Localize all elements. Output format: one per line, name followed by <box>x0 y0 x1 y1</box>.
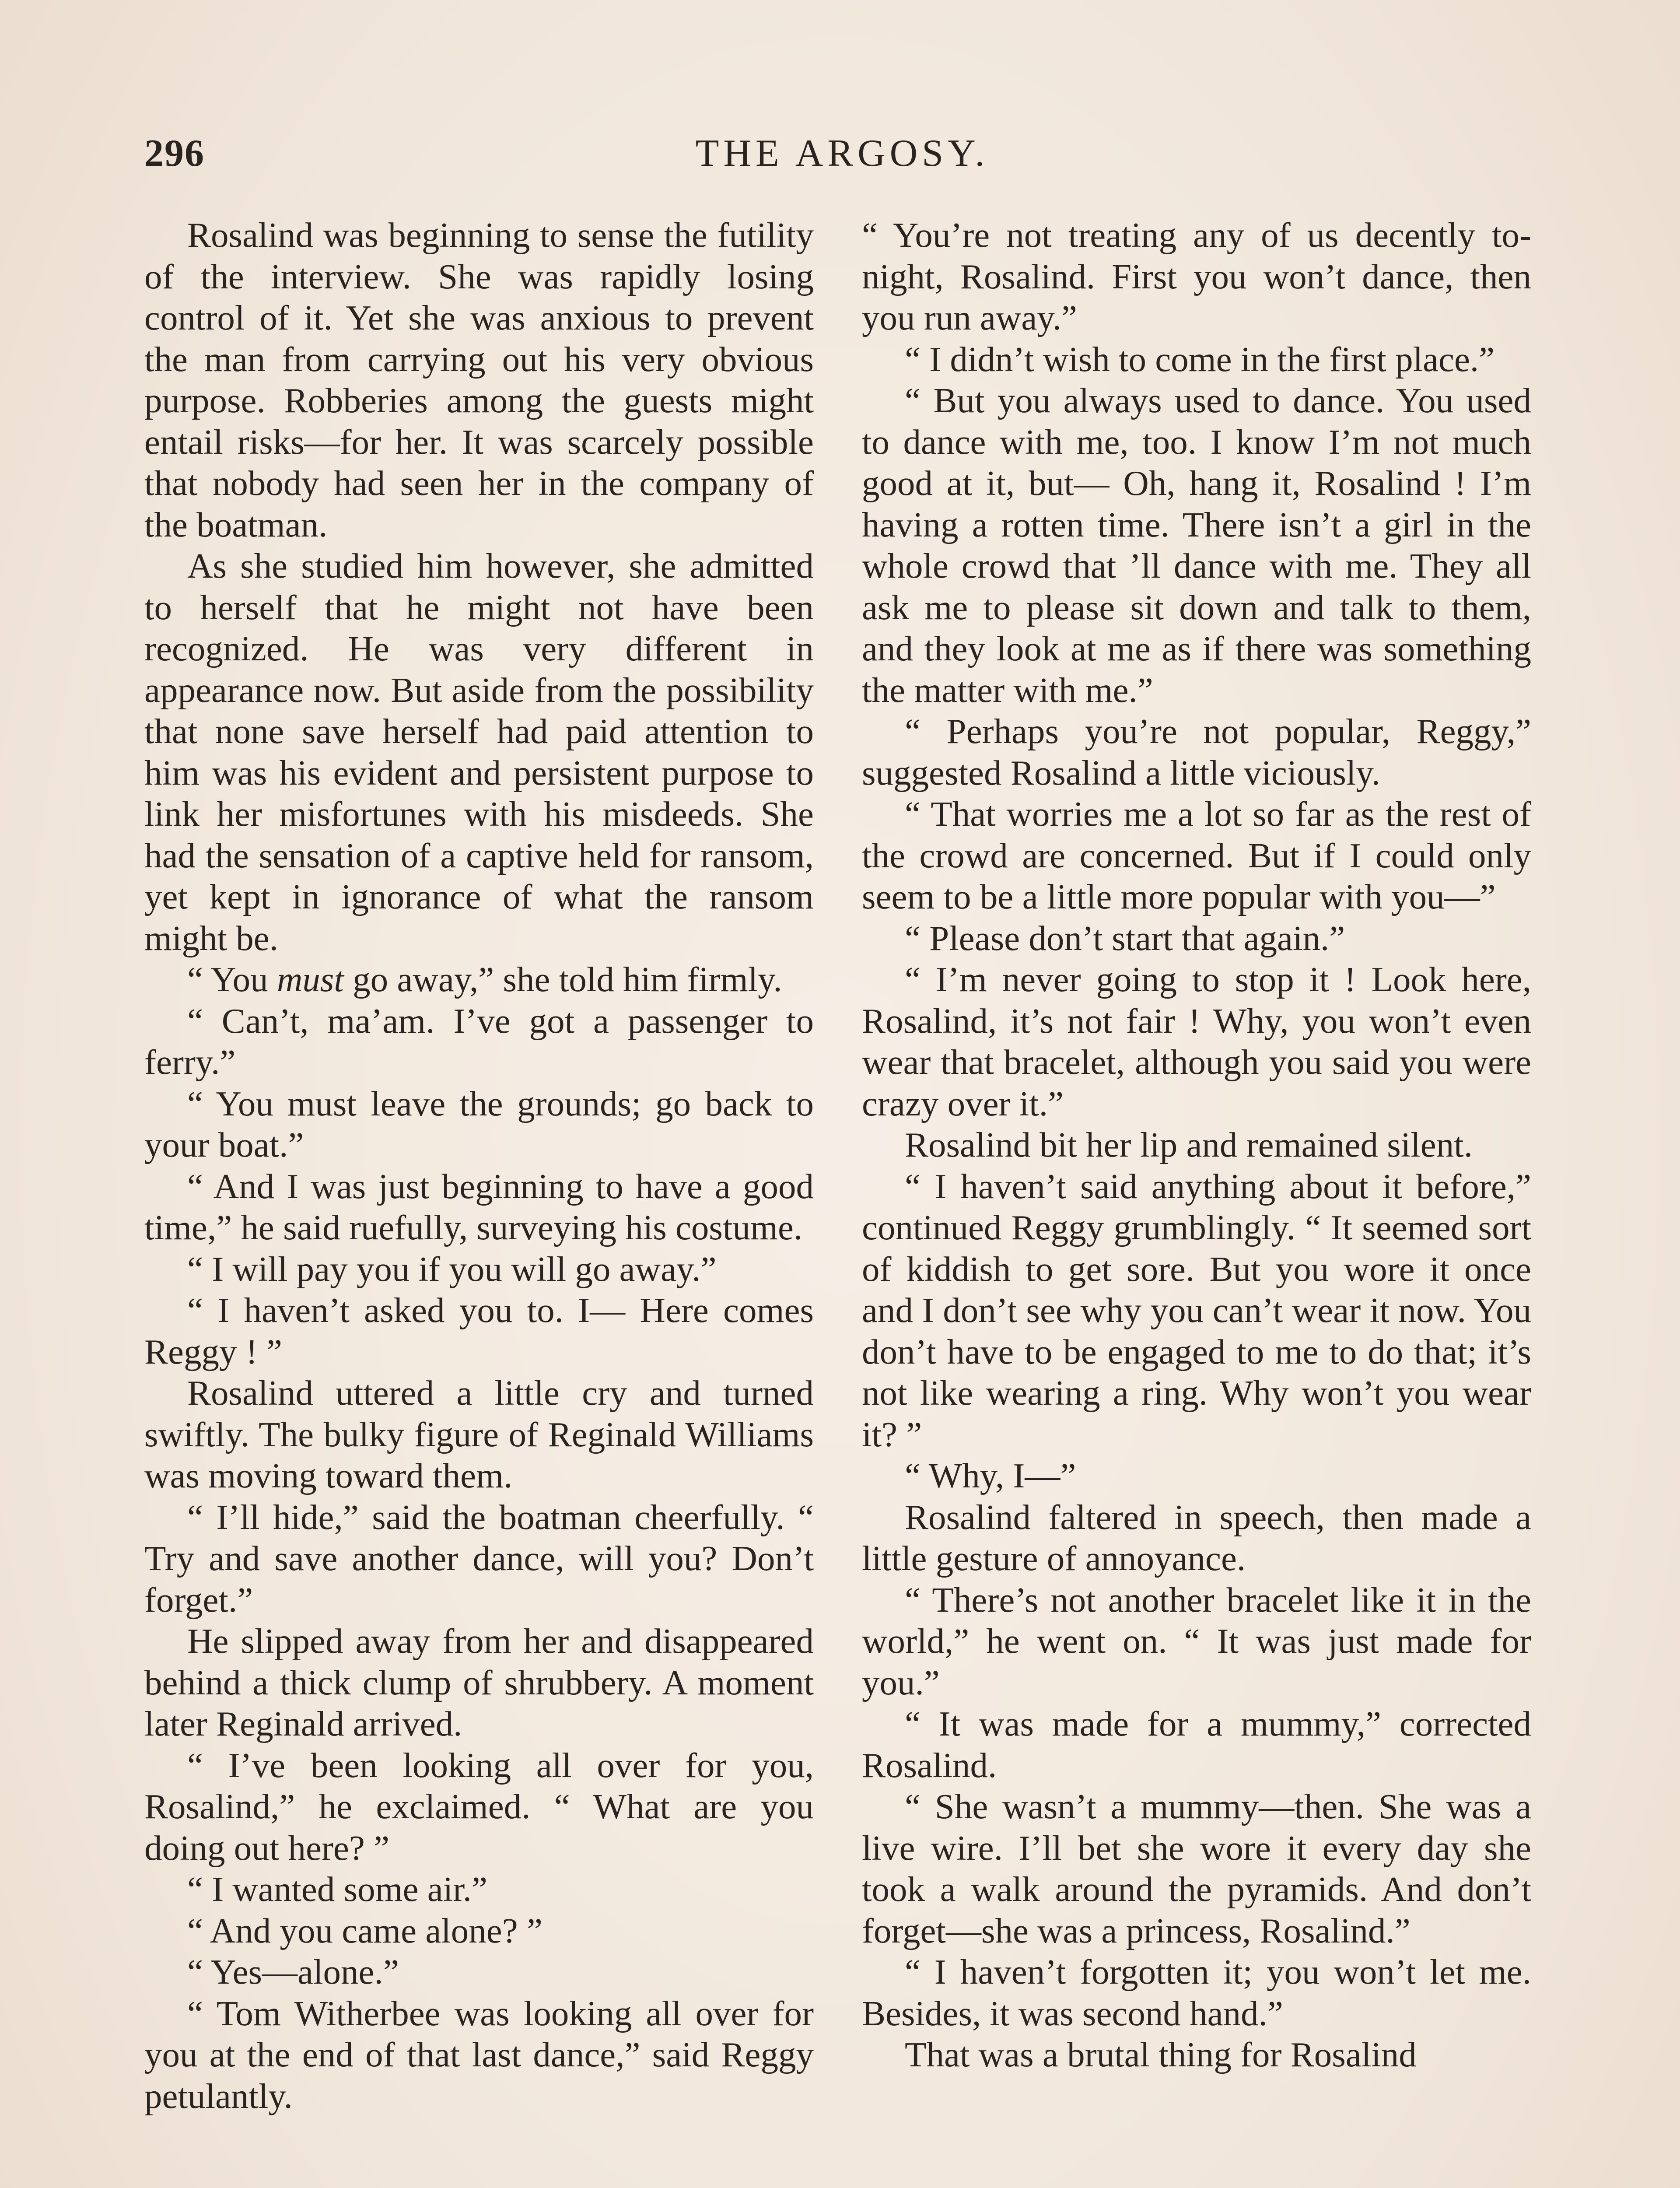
text-run: go away,” she told him firmly. <box>343 960 782 999</box>
paragraph: “ I didn’t wish to come in the first place.” <box>905 339 1495 379</box>
paragraph: “ I’m never going to stop it ! Look here, Rosalind, it’s not fair ! Why, you won’t even wear that bracelet, although you said you were crazy over it.” <box>862 960 1531 1123</box>
emphasis: must <box>276 960 344 999</box>
left-column <box>144 214 814 2117</box>
paragraph: “ She wasn’t a mummy—then. She was a live wire. I’ll bet she wore it every day she took a walk around the pyramids. And don’t forget—she was a princess, Rosalind.” <box>862 1787 1531 1950</box>
page-number: 296 <box>144 132 205 175</box>
paragraph: “ But you always used to dance. You used to dance with me, too. I know I’m not much good at it, but— Oh, hang it, Rosalind ! I’m having a rotten time. There isn’t a girl in the whole crowd that ’ll dance with me. They all ask me to please sit down and talk to them, and they look at me as if there was something the matter with me.” <box>862 381 1531 710</box>
paragraph: “ Tom Witherbee was looking all over for you at the end of that last dance,” said Reggy petulantly. <box>144 1993 814 2116</box>
page-header <box>144 131 1540 188</box>
paragraph: Rosalind was beginning to sense the futility of the interview. She was rapidly losing control of it. Yet she was anxious to prevent the man from carrying out his very obvious purpose. Robberies among the guests might entail risks—for her. It was scarcely possible that nobody had seen her in the company of the boatman. <box>144 215 814 544</box>
paragraph: “ I haven’t asked you to. I— Here comes Reggy ! ” <box>144 1290 814 1371</box>
paragraph: He slipped away from her and disappeared behind a thick clump of shrubbery. A moment later Reginald arrived. <box>144 1621 814 1743</box>
paragraph: “ Yes—alone.” <box>187 1952 399 1992</box>
paragraph: Rosalind uttered a little cry and turned swiftly. The bulky figure of Reginald Williams was moving toward them. <box>144 1373 814 1495</box>
paragraph: “ Perhaps you’re not popular, Reggy,” suggested Rosalind a little viciously. <box>862 712 1531 792</box>
paragraph: “ I wanted some air.” <box>187 1869 487 1909</box>
paragraph: Rosalind bit her lip and remained silent. <box>905 1125 1473 1164</box>
paragraph: “ I will pay you if you will go away.” <box>187 1249 717 1289</box>
paragraph: “ Please don’t start that again.” <box>905 918 1345 958</box>
paragraph: “ There’s not another bracelet like it in the world,” he went on. “ It was just made for you.” <box>862 1580 1531 1702</box>
right-column <box>862 214 1531 2076</box>
paragraph: Rosalind faltered in speech, then made a little gesture of annoyance. <box>862 1497 1531 1578</box>
paragraph: “ And I was just beginning to have a good time,” he said ruefully, surveying his costume. <box>144 1166 814 1247</box>
paragraph: That was a brutal thing for Rosalind <box>905 2035 1417 2074</box>
paragraph: “ I haven’t said anything about it before,” continued Reggy grumblingly. “ It seemed sort of kiddish to get sore. But you wore it once and I don’t see why you can’t wear it now. You don’t have to be engaged to me to do that; it’s not like wearing a ring. Why won’t you wear it? ” <box>862 1166 1531 1454</box>
paragraph: “ Why, I—” <box>905 1456 1076 1495</box>
text-run: “ You <box>187 960 277 999</box>
paragraph: “ I’ve been looking all over for you, Rosalind,” he exclaimed. “ What are you doing out here? ” <box>144 1745 814 1868</box>
paragraph: “ It was made for a mummy,” corrected Rosalind. <box>862 1704 1531 1785</box>
paragraph: “ You must leave the grounds; go back to your boat.” <box>144 1083 814 1164</box>
paragraph <box>144 959 814 1000</box>
paragraph: “ I’ll hide,” said the boatman cheerfully. “ Try and save another dance, will you? Don’t forget.” <box>144 1497 814 1620</box>
paragraph: “ That worries me a lot so far as the rest of the crowd are concerned. But if I could only seem to be a little more popular with you—” <box>862 794 1531 916</box>
paragraph: As she studied him however, she admitted to herself that he might not have been recognized. He was very different in appearance now. But aside from the possibility that none save herself had paid attention to him was his evident and persistent purpose to link her misfortunes with his misdeeds. She had the sensation of a captive held for ransom, yet kept in ignorance of what the ransom might be. <box>144 546 814 958</box>
paragraph: “ I haven’t forgotten it; you won’t let me. Besides, it was second hand.” <box>862 1952 1531 2033</box>
running-title: THE ARGOSY. <box>695 132 989 175</box>
paragraph-continued: “ You’re not treating any of us decently to-night, Rosalind. First you won’t dance, then you run away.” <box>862 215 1531 337</box>
paragraph: “ Can’t, ma’am. I’ve got a passenger to ferry.” <box>144 1001 814 1082</box>
paragraph: “ And you came alone? ” <box>187 1911 542 1950</box>
